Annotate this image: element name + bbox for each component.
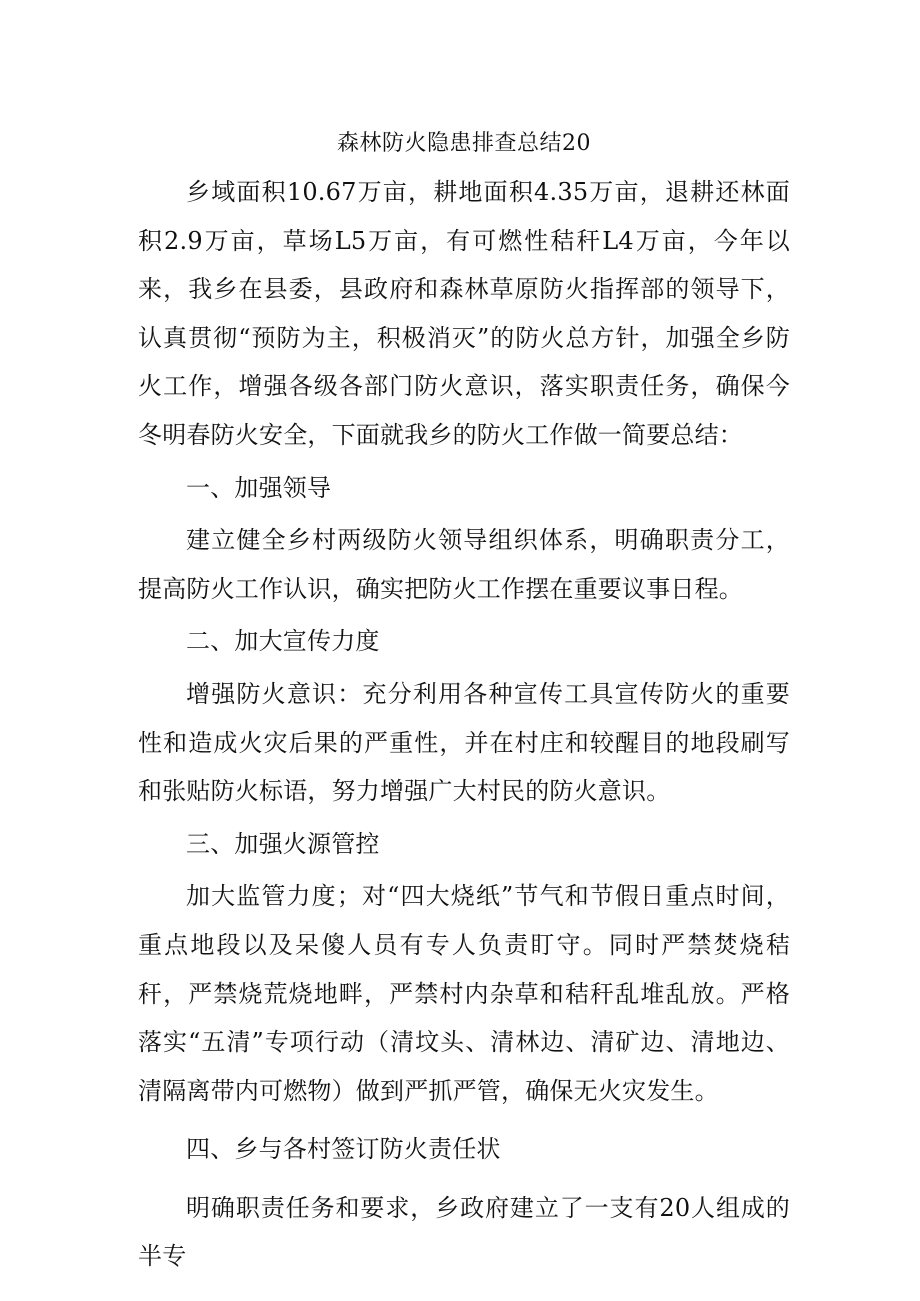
- intro-paragraph: 乡域面积10.67万亩，耕地面积4.35万亩，退耕还林面积2.9万亩，草场L5万亩，有可燃性秸秆L4万亩，今年以来，我乡在县委，县政府和森林草原防火指挥部的领导下，认真贯彻“预防为主，积极消灭”的防火总方针，加强全乡防火工作，增强各级各部门防火意识，落实职责任务，确保今冬明春防火安全，下面就我乡的防火工作做一简要总结：: [138, 178, 790, 449]
- section-heading-3: 三、加强火源管控: [186, 829, 380, 858]
- document-title: 森林防火隐患排查总结20: [337, 131, 591, 156]
- section-heading-4: 四、乡与各村签订防火责任状: [186, 1135, 501, 1164]
- section-body-2: 增强防火意识：充分利用各种宣传工具宣传防火的重要性和造成火灾后果的严重性，并在村庄和较醒目的地段刷写和张贴防火标语，努力增强广大村民的防火意识。: [138, 679, 790, 806]
- section-heading-1: 一、加强领导: [186, 473, 332, 502]
- section-body-3: 加大监管力度；对“四大烧纸”节气和节假日重点时间，重点地段以及呆傻人员有专人负责盯守。同时严禁焚烧秸秆，严禁烧荒烧地畔，严禁村内杂草和秸秆乱堆乱放。严格落实“五清”专项行动（清坟头、清林边、清矿边、清地边、清隔离带内可燃物）做到严抓严管，确保无火灾发生。: [138, 882, 790, 1105]
- section-body-1: 建立健全乡村两级防火领导组织体系，明确职责分工，提高防火工作认识，确实把防火工作摆在重要议事日程。: [138, 526, 790, 603]
- document-body: [138, 124, 790, 1281]
- section-heading-2: 二、加大宣传力度: [186, 627, 380, 656]
- section-body-4: 明确职责任务和要求，乡政府建立了一支有20人组成的半专: [138, 1193, 790, 1271]
